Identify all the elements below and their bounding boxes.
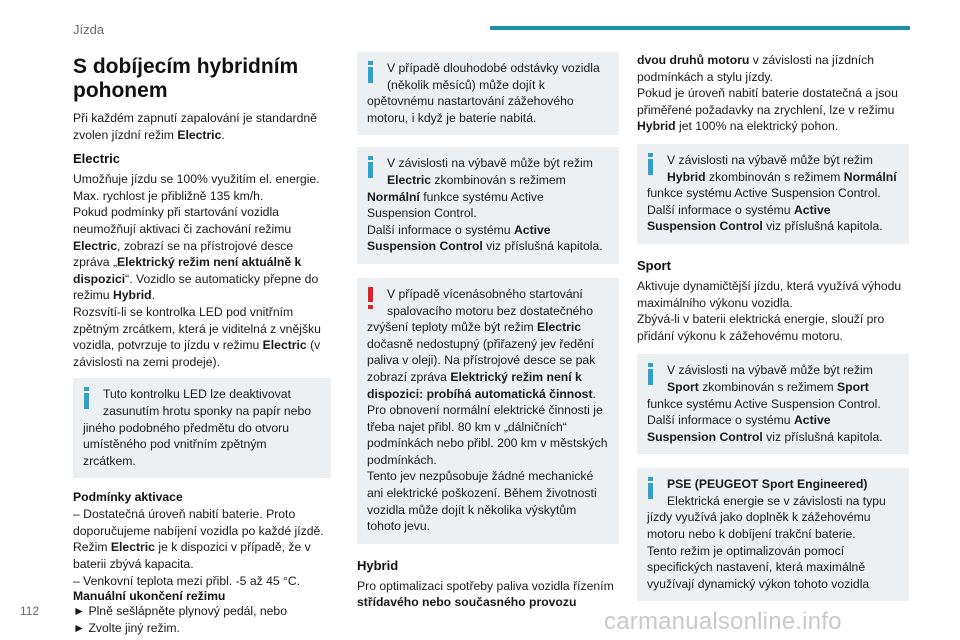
info-icon	[646, 153, 655, 175]
page-number: 112	[20, 604, 40, 618]
column-1	[73, 55, 331, 636]
warning-icon	[366, 287, 375, 309]
info-box-hybrid-suspension: V závislosti na výbavě může být režim Hybrid zkombinován s režimem Normální funkce systému Active Suspension Control. Další informace o systému Active Suspension Control viz příslušná kapitola.	[637, 144, 909, 244]
header-section-title: Jízda	[73, 22, 105, 37]
info-icon	[646, 363, 655, 385]
heading-manual-exit: Manuální ukončení režimu	[73, 589, 226, 604]
intro-paragraph: Při každém zapnutí zapalování je standardně zvolen jízdní režim Electric.	[73, 111, 317, 142]
column-2	[357, 52, 619, 611]
column-3	[637, 52, 909, 609]
info-box-sport-suspension: V závislosti na výbavě může být režim Sport zkombinován s režimem Sport funkce systému Active Suspension Control. Další informace o systému Active Suspension Control viz příslušná kapitola.	[637, 354, 909, 454]
electric-paragraph: Umožňuje jízdu se 100% využitím el. energie. Max. rychlost je přibližně 135 km/h. Pokud podmínky při startování vozidla neumožňují aktivaci či zachování režimu Electric, zobrazí se na přístrojové desce zpráva „Elektrický režim není aktuálně k dispozici“. Vozidlo se automaticky přepne do režimu Hybrid. Rozsvítí-li se kontrolka LED pod vnitřním zpětným zrcátkem, která je viditelná z vnějšku vozidla, potvrzuje to jízdu v režimu Electric (v závislosti na zemi prodeje).	[73, 172, 321, 369]
info-box-long-storage: V případě dlouhodobé odstávky vozidla (několik měsíců) může dojít k opětovnému nastartování zážehového motoru, i když je baterie nabitá.	[357, 52, 619, 135]
heading-conditions: Podmínky aktivace	[73, 490, 183, 505]
info-icon	[646, 477, 655, 499]
header-accent-bar	[490, 26, 910, 30]
info-icon	[366, 61, 375, 83]
heading-electric: Electric	[73, 151, 120, 167]
heading-sport: Sport	[637, 257, 671, 273]
warning-box-fuel-dilution: V případě vícenásobného startování spalovacího motoru bez dostatečného zvýšení teploty může být režim Electric dočasně nedostupný (přiřazený jev ředění paliva v oleji). Na přístrojové desce se pak zobrazí zpráva Elektrický režim není k dispozici: probíhá automatická činnost. Pro obnovení normální elektrické činnosti je třeba najet přibl. 80 km v „dálničních“ podmínkách nebo přibl. 200 km v městských podmínkách. Tento jev nezpůsobuje žádné mechanické ani elektrické poškození. Během životnosti vozidla může dojít k několika výskytům tohoto jevu.	[357, 278, 619, 544]
info-box-electric-suspension: V závislosti na výbavě může být režim Electric zkombinován s režimem Normální funkce systému Active Suspension Control. Další informace o systému Active Suspension Control viz příslušná kapitola.	[357, 147, 619, 264]
info-icon	[82, 387, 91, 409]
info-box-pse: PSE (PEUGEOT Sport Engineered) Elektrická energie se v závislosti na typu jízdy využívá jako doplněk k zážehovému motoru nebo k dobíjení trakční baterie. Tento režim je optimalizován pomocí specifických nastavení, která maximálně využívají dynamický výkon tohoto vozidla	[637, 468, 909, 601]
heading-hybrid: Hybrid	[357, 557, 399, 573]
sport-paragraph: Aktivuje dynamičtější jízdu, která využívá výhodu maximálního výkonu vozidla. Zbývá-li v baterii elektrická energie, slouží pro přidání výkonu k zážehovému motoru.	[637, 278, 902, 343]
hybrid-paragraph: Pro optimalizaci spotřeby paliva vozidla řízením střídavého nebo současného provozu	[357, 578, 614, 610]
watermark: carmanualsonline.info	[604, 608, 842, 635]
conditions-paragraph: – Dostatečná úroveň nabití baterie. Proto doporučujeme nabíjení vozidla po každé jízdě. Režim Electric je k dispozici v případě, že v baterii zbývá kapacita. – Venkovní teplota mezi přibl. -5 až 45 °C.	[73, 507, 324, 588]
manual-exit-list: ► Plně sešlápněte plynový pedál, nebo ► Zvolte jiný režim.	[73, 604, 287, 635]
hybrid-continued-paragraph: dvou druhů motoru v závislosti na jízdních podmínkách a stylu jízdy. Pokud je úroveň nabití baterie dostatečná a jsou přiměřené požadavky na zrychlení, lze v režimu Hybrid jet 100% na elektrický pohon.	[637, 53, 898, 134]
info-box-led: Tuto kontrolku LED lze deaktivovat zasunutím hrotu sponky na papír nebo jiného podobného předmětu do otvoru umístěného pod vnitřním zpětným zrcátkem.	[73, 378, 331, 478]
section-title: S dobíjecím hybridním pohonem	[73, 55, 299, 102]
info-icon	[366, 156, 375, 178]
